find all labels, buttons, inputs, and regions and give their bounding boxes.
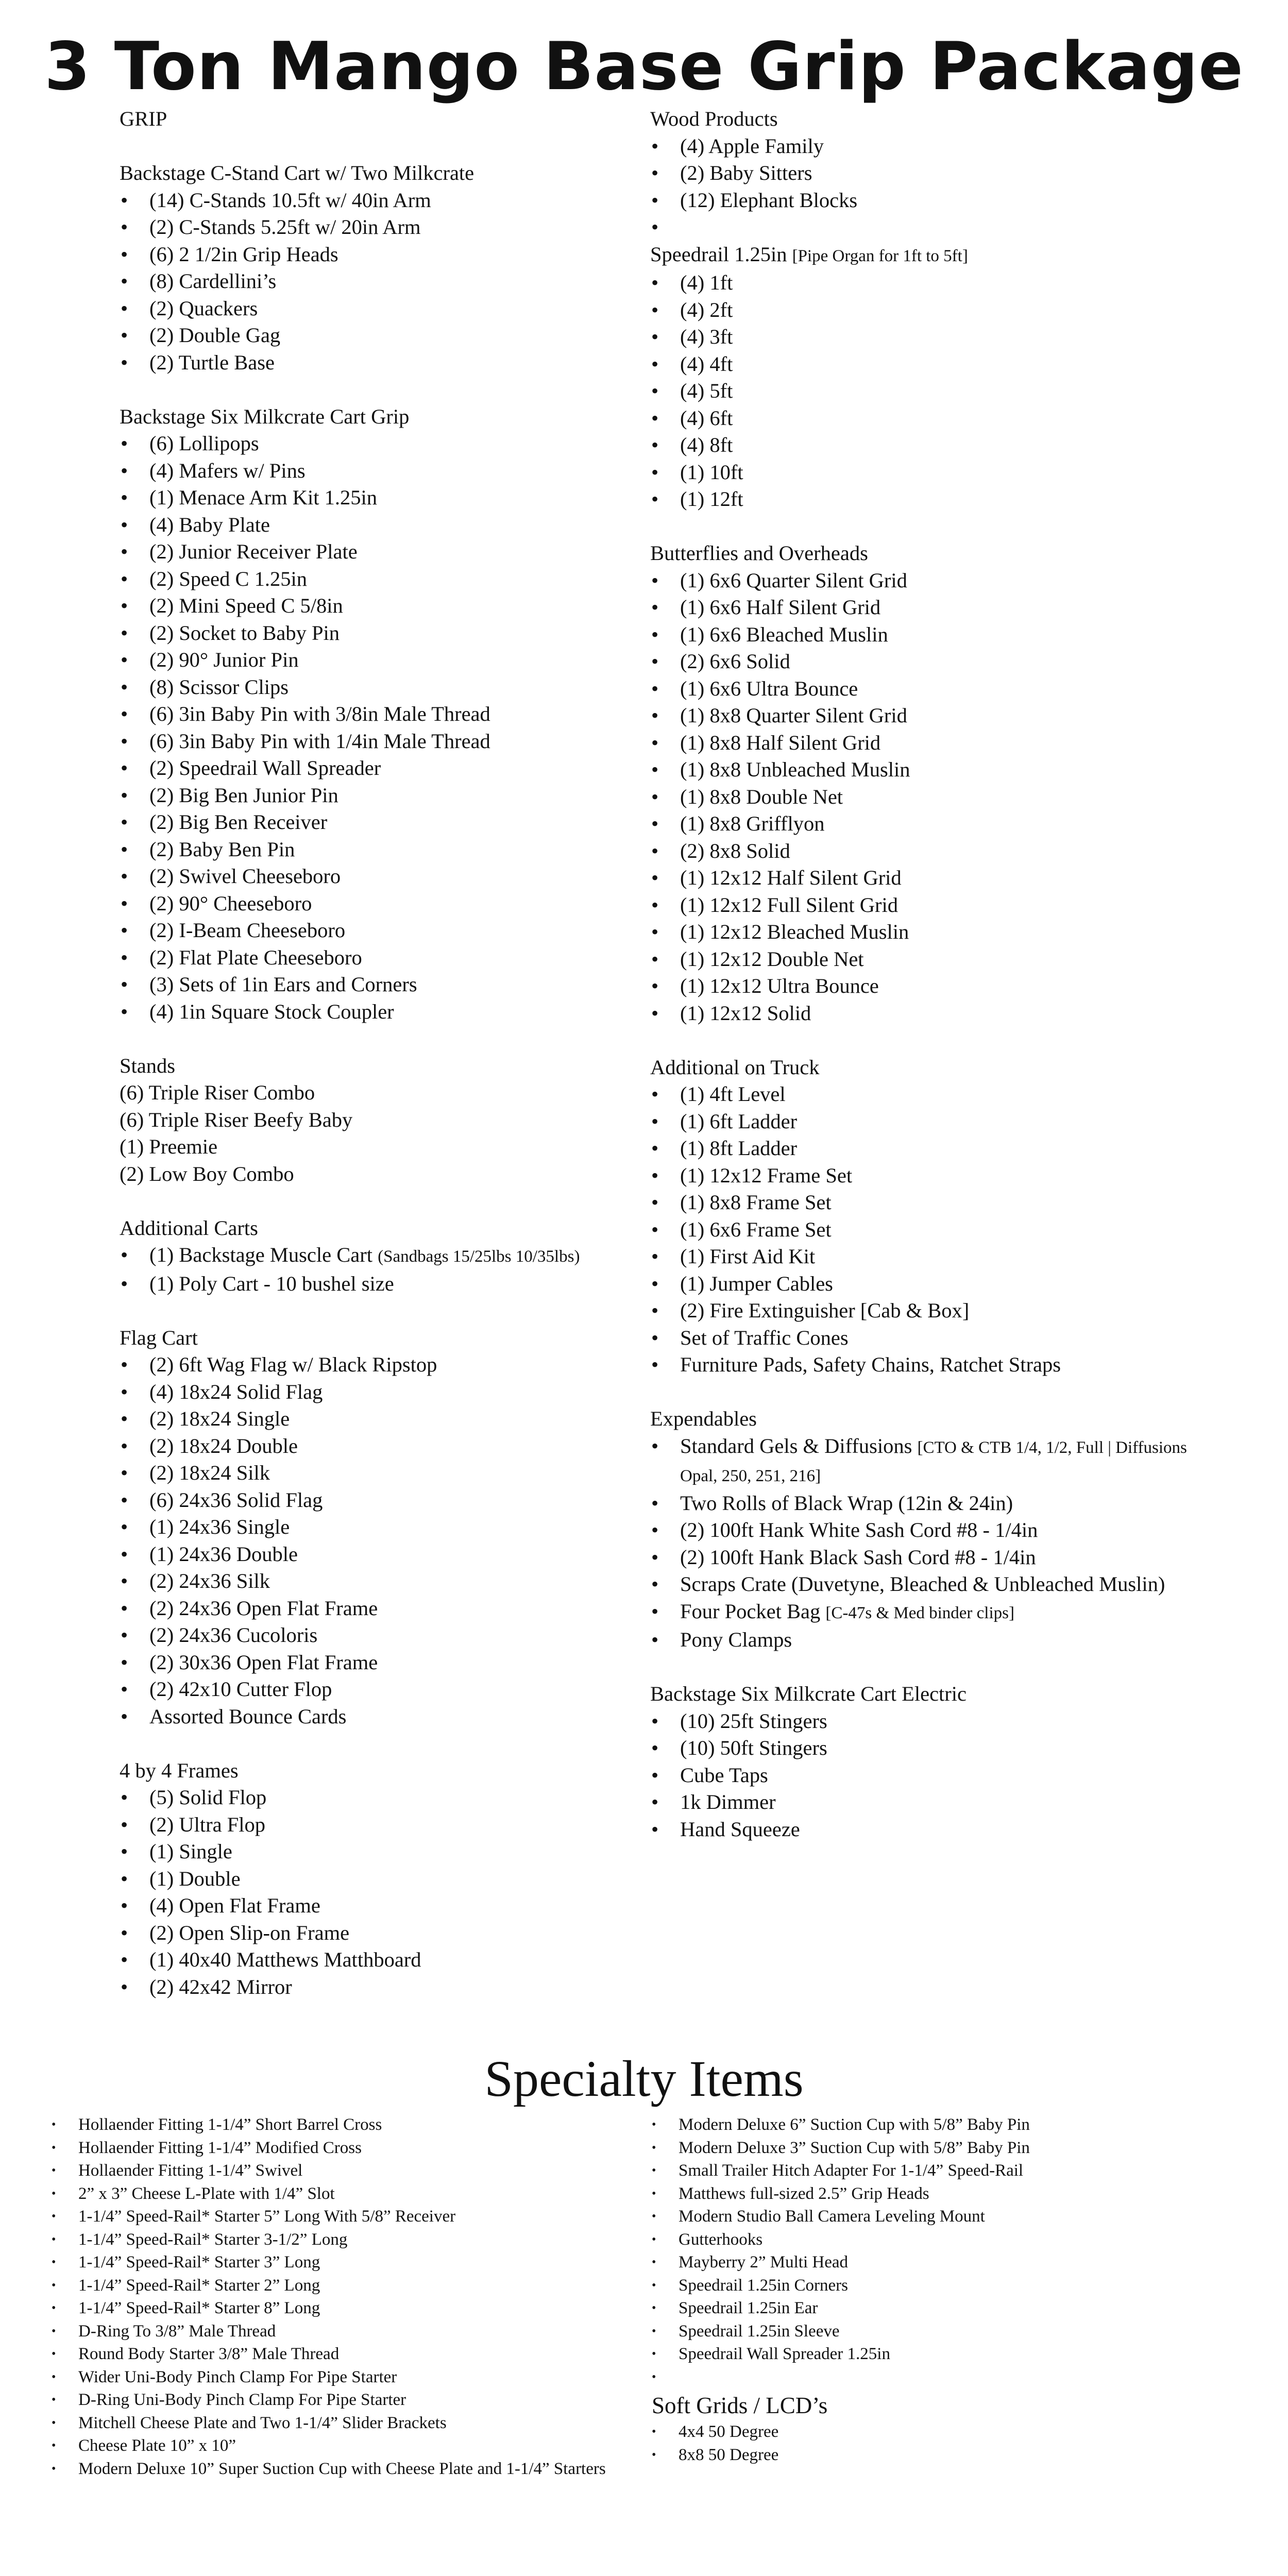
list-item: • Speedrail 1.25in Corners (652, 2274, 1239, 2297)
list-item: • Modern Deluxe 6” Suction Cup with 5/8” Baby Pin (652, 2113, 1239, 2137)
list-item: • (2) 24x36 Open Flat Frame (120, 1595, 624, 1622)
list-item: • (2) Baby Sitters (650, 160, 1196, 187)
right-column (650, 106, 1196, 1843)
list-item: • (1) 8x8 Unbleached Muslin (650, 756, 1196, 784)
list-item: • (1) 40x40 Matthews Matthboard (120, 1946, 624, 1974)
list-item: • Modern Deluxe 10” Super Suction Cup with Cheese Plate and 1-1/4” Starters (52, 2458, 639, 2481)
grip-label: GRIP (120, 107, 167, 130)
list-item: (2) Low Boy Combo (120, 1162, 294, 1185)
page-title: 3 Ton Mango Base Grip Package (44, 28, 1244, 105)
list-item: • (2) Baby Ben Pin (120, 836, 624, 863)
list-item: • (1) 8x8 Half Silent Grid (650, 730, 1196, 757)
list-item: • (1) Poly Cart - 10 bushel size (120, 1270, 624, 1298)
list-item: • (1) 6x6 Bleached Muslin (650, 621, 1196, 649)
list-item: • (2) 100ft Hank Black Sash Cord #8 - 1/4in (650, 1544, 1196, 1571)
list-item: • Two Rolls of Black Wrap (12in & 24in) (650, 1490, 1196, 1517)
list-item: • Pony Clamps (650, 1626, 1196, 1654)
list-item: • (4) 6ft (650, 405, 1196, 432)
soft-grids-heading: Soft Grids / LCD’s (652, 2393, 828, 2418)
list-item: • 1-1/4” Speed-Rail* Starter 8” Long (52, 2297, 639, 2320)
heading-main: Speedrail 1.25in (650, 242, 787, 266)
additional-carts-list (120, 1242, 624, 1297)
list-item: • Hand Squeeze (650, 1816, 1196, 1843)
item-main: Standard Gels & Diffusions (680, 1434, 912, 1458)
list-item: • D-Ring To 3/8” Male Thread (52, 2320, 639, 2343)
list-item: • (2) Fire Extinguisher [Cab & Box] (650, 1297, 1196, 1325)
list-item: • (1) Jumper Cables (650, 1270, 1196, 1298)
list-item: • (4) 1ft (650, 269, 1196, 297)
list-item (650, 214, 1196, 241)
item-note: [C-47s & Med binder clips] (825, 1603, 1014, 1622)
list-item: • 1-1/4” Speed-Rail* Starter 2” Long (52, 2274, 639, 2297)
list-item: • (6) 24x36 Solid Flag (120, 1487, 624, 1514)
list-item: • Speedrail Wall Spreader 1.25in (652, 2343, 1239, 2366)
list-item: • Modern Studio Ball Camera Leveling Mount (652, 2205, 1239, 2228)
list-item: • (10) 50ft Stingers (650, 1735, 1196, 1762)
list-item: • 1k Dimmer (650, 1789, 1196, 1816)
list-item: • (4) Mafers w/ Pins (120, 457, 624, 485)
section-heading (650, 241, 1196, 270)
list-item: • (6) Lollipops (120, 430, 624, 457)
six-milkcrate-grip-list (120, 430, 624, 1025)
list-item: • (2) Swivel Cheeseboro (120, 863, 624, 890)
specialty-left-column (52, 2113, 639, 2480)
list-item: • Modern Deluxe 3” Suction Cup with 5/8” Baby Pin (652, 2137, 1239, 2160)
heading-note: [Pipe Organ for 1ft to 5ft] (792, 246, 968, 265)
list-item: • 2” x 3” Cheese L-Plate with 1/4” Slot (52, 2182, 639, 2206)
specialty-title: Specialty Items (484, 2050, 804, 2107)
list-item: • (4) Apple Family (650, 133, 1196, 160)
list-item: • 1-1/4” Speed-Rail* Starter 3” Long (52, 2251, 639, 2274)
list-item: • (1) 12ft (650, 486, 1196, 513)
list-item: • (1) 10ft (650, 459, 1196, 486)
wood-products-list (650, 133, 1196, 241)
speedrail-list (650, 269, 1196, 513)
list-item: • (1) 8x8 Frame Set (650, 1189, 1196, 1216)
specialty-left-list (52, 2113, 639, 2480)
list-item: • (8) Cardellini’s (120, 268, 624, 295)
c-stand-cart-list (120, 187, 624, 377)
specialty-right-column (652, 2113, 1239, 2466)
list-item: • (2) Mini Speed C 5/8in (120, 592, 624, 620)
list-item: • (2) 30x36 Open Flat Frame (120, 1649, 624, 1676)
section-heading: 4 by 4 Frames (120, 1758, 239, 1782)
list-item: • Cube Taps (650, 1762, 1196, 1789)
list-item: • Set of Traffic Cones (650, 1325, 1196, 1352)
list-item: • D-Ring Uni-Body Pinch Clamp For Pipe Starter (52, 2388, 639, 2412)
list-item: • (4) 2ft (650, 297, 1196, 324)
section-heading: Backstage Six Milkcrate Cart Grip (120, 404, 410, 428)
list-item: • (2) 42x10 Cutter Flop (120, 1676, 624, 1703)
truck-list (650, 1081, 1196, 1379)
frames-list (120, 1784, 624, 2001)
item-note: [CTO & CTB 1/4, 1/2, Full | Diffusions Opal, 250, 251, 216] (680, 1438, 1187, 1485)
list-item: • (2) Speed C 1.25in (120, 566, 624, 593)
list-item: • (1) 12x12 Ultra Bounce (650, 973, 1196, 1000)
list-item: • (3) Sets of 1in Ears and Corners (120, 971, 624, 998)
list-item: • (2) Ultra Flop (120, 1811, 624, 1839)
list-item: • (2) 6x6 Solid (650, 648, 1196, 675)
list-item: • Cheese Plate 10” x 10” (52, 2434, 639, 2458)
list-item: • Matthews full-sized 2.5” Grip Heads (652, 2182, 1239, 2206)
list-item: • Mitchell Cheese Plate and Two 1-1/4” Slider Brackets (52, 2412, 639, 2435)
list-item: • 1-1/4” Speed-Rail* Starter 5” Long With 5/8” Receiver (52, 2205, 639, 2228)
list-item: • (2) Open Slip-on Frame (120, 1920, 624, 1947)
list-item: • (4) 18x24 Solid Flag (120, 1379, 624, 1406)
list-item: • (2) 24x36 Silk (120, 1568, 624, 1595)
list-item: • Hollaender Fitting 1-1/4” Swivel (52, 2159, 639, 2182)
list-item: • Scraps Crate (Duvetyne, Bleached & Unbleached Muslin) (650, 1571, 1196, 1598)
list-item: • (2) Quackers (120, 295, 624, 323)
list-item: • Speedrail 1.25in Ear (652, 2297, 1239, 2320)
left-column (120, 106, 624, 2001)
list-item: • (2) 90° Cheeseboro (120, 890, 624, 918)
list-item: • (4) 1in Square Stock Coupler (120, 998, 624, 1026)
list-item: • 1-1/4” Speed-Rail* Starter 3-1/2” Long (52, 2228, 639, 2251)
list-item: (1) Preemie (120, 1135, 218, 1158)
list-item: • Round Body Starter 3/8” Male Thread (52, 2343, 639, 2366)
list-item (650, 1598, 1196, 1627)
list-item: • Assorted Bounce Cards (120, 1703, 624, 1731)
item-main: Four Pocket Bag (680, 1599, 821, 1623)
list-item: • (1) 12x12 Solid (650, 1000, 1196, 1027)
list-item: • 4x4 50 Degree (652, 2420, 1239, 2444)
list-item: • (1) 12x12 Half Silent Grid (650, 865, 1196, 892)
list-item: • (2) 100ft Hank White Sash Cord #8 - 1/4in (650, 1517, 1196, 1544)
list-item: • (2) Turtle Base (120, 349, 624, 377)
list-item: • (2) C-Stands 5.25ft w/ 20in Arm (120, 214, 624, 241)
list-item: • (1) 6x6 Quarter Silent Grid (650, 567, 1196, 595)
specialty-right-list (652, 2113, 1239, 2388)
list-item: • (1) Double (120, 1866, 624, 1893)
list-item: • (1) 6x6 Ultra Bounce (650, 675, 1196, 703)
list-item: • (1) 8x8 Grifflyon (650, 810, 1196, 838)
list-item: • (4) 4ft (650, 351, 1196, 378)
list-item: • (2) Socket to Baby Pin (120, 620, 624, 647)
item-note: (Sandbags 15/25lbs 10/35lbs) (378, 1247, 580, 1266)
list-item: • Mayberry 2” Multi Head (652, 2251, 1239, 2274)
section-heading: Additional Carts (120, 1216, 258, 1240)
list-item (120, 1242, 624, 1270)
list-item: • Wider Uni-Body Pinch Clamp For Pipe Starter (52, 2366, 639, 2389)
list-item: • Hollaender Fitting 1-1/4” Modified Cross (52, 2137, 639, 2160)
list-item: • (4) 3ft (650, 324, 1196, 351)
list-item: • (2) Speedrail Wall Spreader (120, 755, 624, 782)
list-item: • (6) 3in Baby Pin with 1/4in Male Thread (120, 728, 624, 755)
list-item: • (1) 8ft Ladder (650, 1135, 1196, 1162)
list-item: • (1) 24x36 Single (120, 1514, 624, 1541)
electric-list (650, 1708, 1196, 1843)
list-item: • Speedrail 1.25in Sleeve (652, 2320, 1239, 2343)
list-item: • (1) 8x8 Double Net (650, 784, 1196, 811)
list-item: • (6) 3in Baby Pin with 3/8in Male Thread (120, 701, 624, 728)
section-heading: Stands (120, 1054, 176, 1077)
list-item: • (2) Flat Plate Cheeseboro (120, 944, 624, 972)
list-item: • (1) 6x6 Half Silent Grid (650, 594, 1196, 621)
list-item (652, 2366, 1239, 2389)
list-item: • Small Trailer Hitch Adapter For 1-1/4” Speed-Rail (652, 2159, 1239, 2182)
list-item: • (2) Double Gag (120, 322, 624, 349)
list-item: • (2) 24x36 Cucoloris (120, 1622, 624, 1649)
list-item: • (2) 18x24 Single (120, 1405, 624, 1433)
item-main: (1) Backstage Muscle Cart (149, 1243, 372, 1266)
expendables-list (650, 1433, 1196, 1654)
list-item: • (2) 90° Junior Pin (120, 647, 624, 674)
list-item: • Furniture Pads, Safety Chains, Ratchet Straps (650, 1351, 1196, 1379)
list-item: • Hollaender Fitting 1-1/4” Short Barrel Cross (52, 2113, 639, 2137)
list-item: • (2) 6ft Wag Flag w/ Black Ripstop (120, 1351, 624, 1379)
soft-grids-list (652, 2420, 1239, 2466)
section-heading: Expendables (650, 1407, 757, 1430)
list-item: • (4) Open Flat Frame (120, 1892, 624, 1920)
section-heading: Additional on Truck (650, 1055, 820, 1079)
list-item: • (1) Menace Arm Kit 1.25in (120, 484, 624, 512)
section-heading: Flag Cart (120, 1326, 198, 1349)
list-item (650, 1433, 1196, 1490)
list-item: • (8) Scissor Clips (120, 674, 624, 701)
list-item: • (6) 2 1/2in Grip Heads (120, 241, 624, 268)
list-item: • (5) Solid Flop (120, 1784, 624, 1811)
list-item: • (4) 5ft (650, 378, 1196, 405)
list-item: • (4) 8ft (650, 432, 1196, 459)
list-item: • (2) 8x8 Solid (650, 838, 1196, 865)
list-item: • (2) Junior Receiver Plate (120, 538, 624, 566)
stands-list (120, 1079, 624, 1188)
list-item: (6) Triple Riser Combo (120, 1081, 315, 1104)
list-item: • (1) Single (120, 1838, 624, 1866)
list-item: • (1) 12x12 Full Silent Grid (650, 892, 1196, 919)
list-item: • (2) 42x42 Mirror (120, 1974, 624, 2001)
list-item: • (1) 8x8 Quarter Silent Grid (650, 702, 1196, 730)
list-item: • (1) 12x12 Bleached Muslin (650, 919, 1196, 946)
section-heading: Backstage Six Milkcrate Cart Electric (650, 1682, 967, 1705)
list-item: • (2) 18x24 Double (120, 1433, 624, 1460)
list-item: • (1) 12x12 Double Net (650, 946, 1196, 973)
list-item: • (4) Baby Plate (120, 512, 624, 539)
list-item: • (12) Elephant Blocks (650, 187, 1196, 214)
list-item: • (1) First Aid Kit (650, 1243, 1196, 1270)
list-item: • (1) 6ft Ladder (650, 1108, 1196, 1136)
flag-cart-list (120, 1351, 624, 1730)
list-item: • (1) 6x6 Frame Set (650, 1216, 1196, 1244)
list-item: • Gutterhooks (652, 2228, 1239, 2251)
section-heading: Butterflies and Overheads (650, 541, 868, 565)
list-item: • (1) 24x36 Double (120, 1541, 624, 1568)
list-item: • (2) 18x24 Silk (120, 1460, 624, 1487)
list-item: • (14) C-Stands 10.5ft w/ 40in Arm (120, 187, 624, 214)
list-item: • (10) 25ft Stingers (650, 1708, 1196, 1735)
section-heading: Backstage C-Stand Cart w/ Two Milkcrate (120, 161, 474, 184)
list-item: (6) Triple Riser Beefy Baby (120, 1108, 353, 1131)
list-item: • (2) I-Beam Cheeseboro (120, 917, 624, 944)
list-item: • (1) 4ft Level (650, 1081, 1196, 1108)
list-item: • (2) Big Ben Junior Pin (120, 782, 624, 809)
butterflies-list (650, 567, 1196, 1027)
section-heading: Wood Products (650, 107, 778, 130)
list-item: • 8x8 50 Degree (652, 2444, 1239, 2467)
list-item: • (1) 12x12 Frame Set (650, 1162, 1196, 1190)
list-item: • (2) Big Ben Receiver (120, 809, 624, 836)
